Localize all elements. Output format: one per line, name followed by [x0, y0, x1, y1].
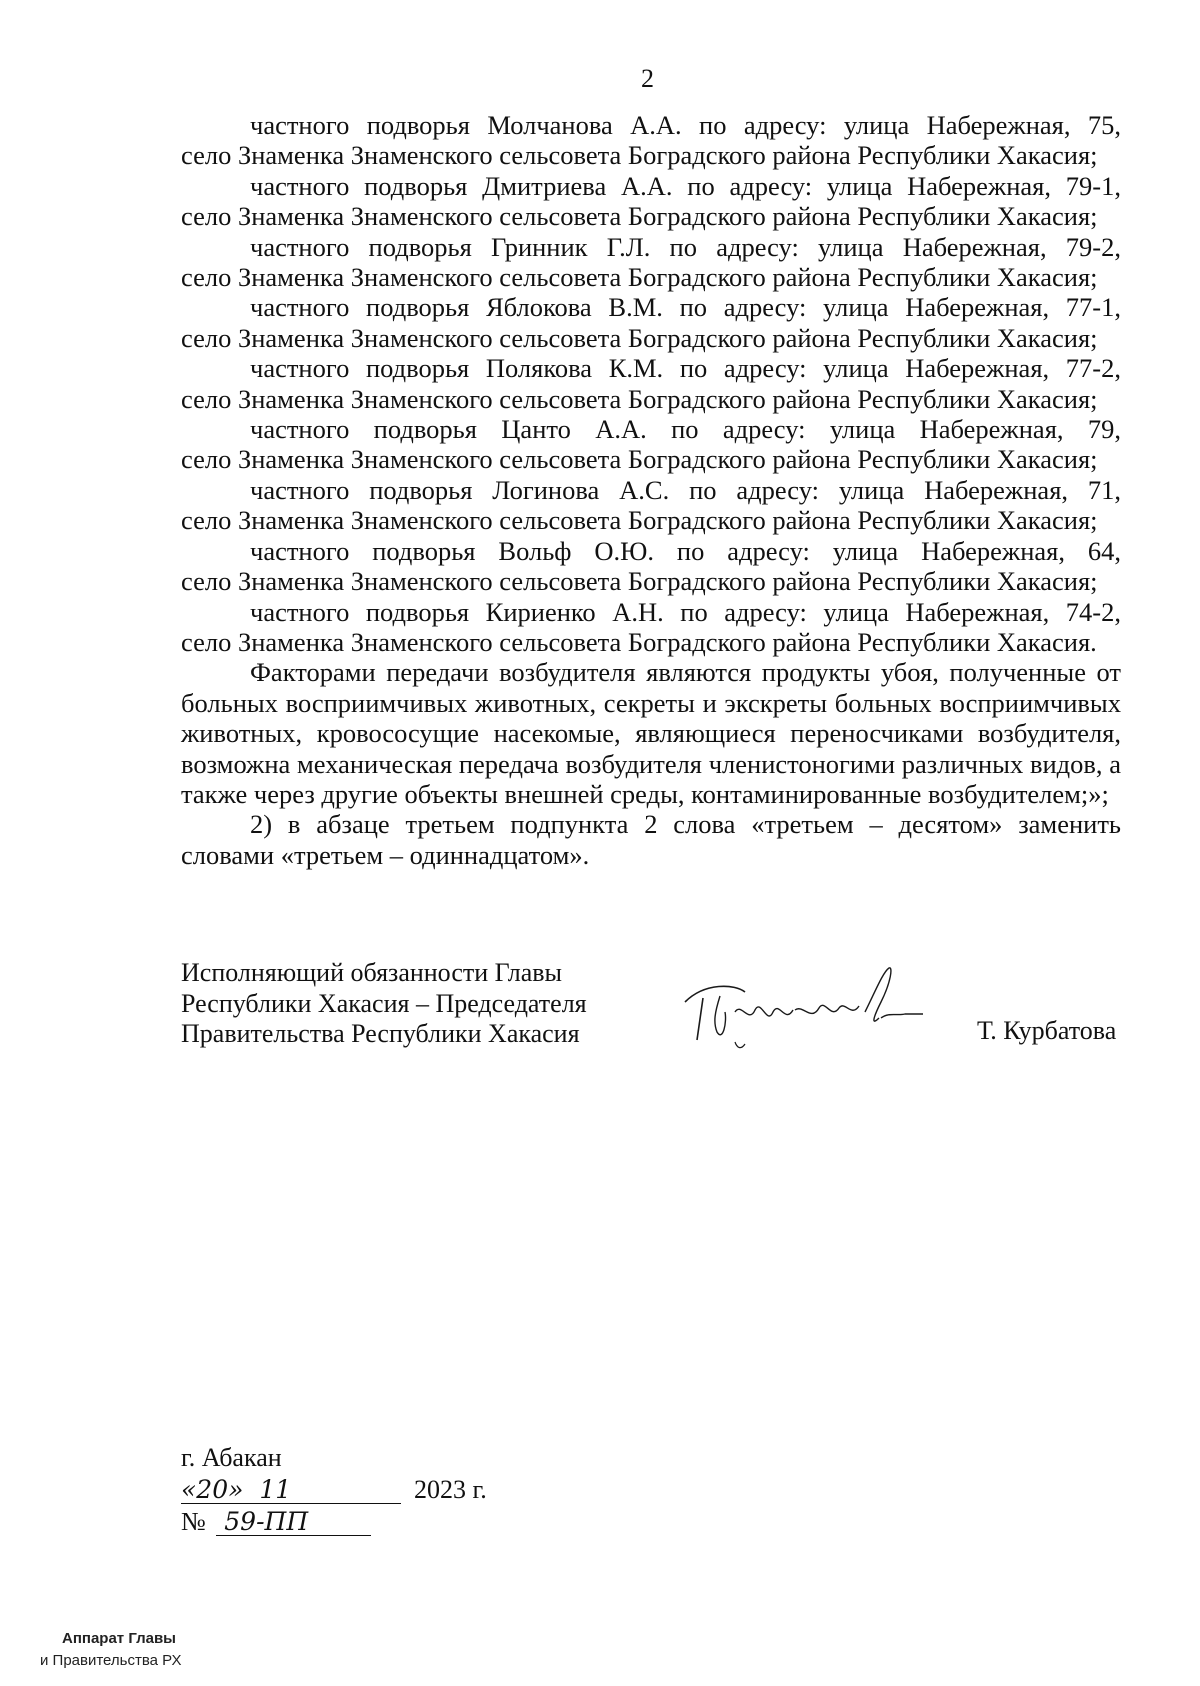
paragraph-transmission-factors: Факторами передачи возбудителя являются продукты убоя, полученные от больных восприимчивых животных, секреты и экскреты больных восприимчивых животных, кровососущие насекомые, являющиеся переносчиками возбудителя, возможна механическая передача возбудителя членистоногими различных видов, а также через другие объекты внешней среды, контаминированные возбудителем;»;	[181, 657, 1121, 809]
farm-entry	[181, 414, 1121, 475]
farm-locality: село Знаменка Знаменского сельсовета Боградского района Республики Хакасия;	[181, 262, 1098, 293]
farm-owner-address: частного подворья Яблокова В.М. по адресу: улица Набережная, 77-1,	[250, 292, 1121, 323]
signatory-title-line: Исполняющий обязанности Главы	[181, 958, 562, 987]
farm-owner-address: частного подворья Цанто А.А. по адресу: улица Набережная, 79,	[250, 414, 1121, 445]
signatory-title-line: Правительства Республики Хакасия	[181, 1019, 580, 1048]
farm-locality: село Знаменка Знаменского сельсовета Боградского района Республики Хакасия;	[181, 383, 1098, 414]
farm-entry	[181, 475, 1121, 536]
stamp-line: Аппарат Главы	[62, 1630, 176, 1647]
document-body	[181, 110, 1121, 870]
farm-owner-address: частного подворья Дмитриева А.А. по адресу: улица Набережная, 79-1,	[250, 170, 1121, 201]
farm-owner-address: частного подворья Вольф О.Ю. по адресу: улица Набережная, 64,	[250, 535, 1121, 566]
farm-locality: село Знаменка Знаменского сельсовета Боградского района Республики Хакасия;	[181, 140, 1098, 171]
farm-owner-address: частного подворья Гринник Г.Л. по адресу: улица Набережная, 79-2,	[250, 231, 1121, 262]
page-number: 2	[641, 64, 654, 93]
farm-owner-address: частного подворья Кириенко А.Н. по адресу: улица Набережная, 74-2,	[250, 596, 1121, 627]
farm-locality: село Знаменка Знаменского сельсовета Боградского района Республики Хакасия;	[181, 201, 1098, 232]
farm-owner-address: частного подворья Полякова К.М. по адресу: улица Набережная, 77-2,	[250, 353, 1121, 384]
city-line	[181, 1442, 401, 1474]
signatory-title	[181, 958, 587, 1050]
document-number-value: 59-ПП	[224, 1507, 309, 1536]
farm-entry	[181, 232, 1121, 293]
city: г. Абакан	[181, 1443, 282, 1472]
number-line	[181, 1506, 401, 1538]
office-stamp	[40, 1628, 182, 1672]
farm-entry	[181, 171, 1121, 232]
farm-locality: село Знаменка Знаменского сельсовета Боградского района Республики Хакасия;	[181, 444, 1098, 475]
farm-locality: село Знаменка Знаменского сельсовета Боградского района Республики Хакасия;	[181, 566, 1098, 597]
paragraph-amendment: 2) в абзаце третьем подпункта 2 слова «третьем – десятом» заменить словами «третьем – одиннадцатом».	[181, 809, 1121, 870]
date-day: 20	[196, 1475, 229, 1504]
farm-list	[181, 110, 1121, 657]
date-line	[181, 1474, 487, 1506]
farm-entry	[181, 292, 1121, 353]
farm-locality: село Знаменка Знаменского сельсовета Боградского района Республики Хакасия;	[181, 505, 1098, 536]
date-close-quote: »	[228, 1475, 244, 1504]
farm-entry	[181, 353, 1121, 414]
farm-entry	[181, 597, 1121, 658]
document-number	[216, 1509, 371, 1536]
date-month: 11	[259, 1475, 292, 1504]
date-open-quote: «	[181, 1475, 197, 1504]
farm-locality: село Знаменка Знаменского сельсовета Боградского района Республики Хакасия.	[181, 626, 1097, 657]
signer-name: Т. Курбатова	[977, 1016, 1117, 1045]
stamp-line: и Правительства РХ	[40, 1652, 182, 1669]
year: 2023 г.	[414, 1475, 487, 1504]
signature-text: Курбатова	[785, 1050, 791, 1051]
document-footer	[181, 1442, 487, 1538]
handwritten-signature	[675, 962, 935, 1054]
number-sign: №	[181, 1507, 206, 1536]
farm-entry	[181, 110, 1121, 171]
date-field	[181, 1477, 401, 1504]
farm-locality: село Знаменка Знаменского сельсовета Боградского района Республики Хакасия;	[181, 322, 1098, 353]
farm-owner-address: частного подворья Молчанова А.А. по адресу: улица Набережная, 75,	[250, 110, 1121, 140]
farm-owner-address: частного подворья Логинова А.С. по адресу: улица Набережная, 71,	[250, 474, 1121, 505]
farm-entry	[181, 536, 1121, 597]
signatory-title-line: Республики Хакасия – Председателя	[181, 988, 587, 1018]
